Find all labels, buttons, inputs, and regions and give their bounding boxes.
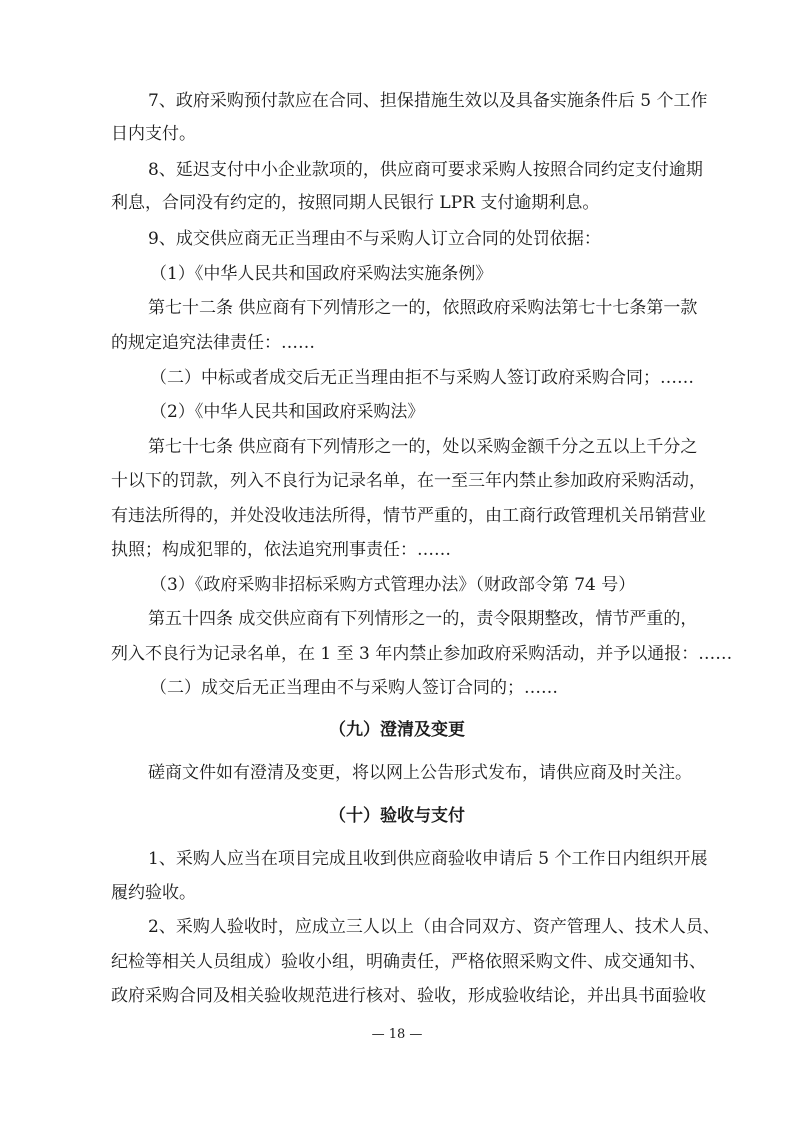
paragraph-line: 执照；构成犯罪的，依法追究刑事责任：…… <box>111 540 451 560</box>
paragraph-line: 第七十七条 供应商有下列情形之一的，处以采购金额千分之五以上千分之 <box>148 437 698 457</box>
section-heading-clarification: （九）澄清及变更 <box>329 720 465 740</box>
paragraph-line: 利息，合同没有约定的，按照同期人民银行 LPR 支付逾期利息。 <box>111 193 600 213</box>
paragraph-line: 十以下的罚款，列入不良行为记录名单，在一至三年内禁止参加政府采购活动， <box>111 471 706 491</box>
paragraph-line: （1）《中华人民共和国政府采购法实施条例》 <box>150 264 493 284</box>
paragraph-line: （3）《政府采购非招标采购方式管理办法》（财政部令第 74 号） <box>150 575 636 595</box>
paragraph-line: 日内支付。 <box>111 124 196 144</box>
paragraph-line: 9、成交供应商无正当理由不与采购人订立合同的处罚依据： <box>148 229 601 249</box>
paragraph-line: 第七十二条 供应商有下列情形之一的，依照政府采购法第七十七条第一款 <box>148 298 698 318</box>
paragraph-line: 7、政府采购预付款应在合同、担保措施生效以及具备实施条件后 5 个工作 <box>148 91 708 111</box>
paragraph-line: 1、采购人应当在项目完成且收到供应商验收申请后 5 个工作日内组织开展 <box>148 849 708 869</box>
paragraph-line: （二）中标或者成交后无正当理由拒不与采购人签订政府采购合同；…… <box>150 368 694 388</box>
paragraph-line: 磋商文件如有澄清及变更，将以网上公告形式发布，请供应商及时关注。 <box>148 763 692 783</box>
page-number: — 18 — <box>371 1027 423 1042</box>
paragraph-line: 履约验收。 <box>111 883 196 903</box>
section-heading-acceptance: （十）验收与支付 <box>329 806 465 826</box>
paragraph-line: 有违法所得的，并处没收违法所得，情节严重的，由工商行政管理机关吊销营业 <box>111 506 706 526</box>
paragraph-line: 第五十四条 成交供应商有下列情形之一的，责令限期整改，情节严重的， <box>148 609 698 629</box>
paragraph-line: 纪检等相关人员组成）验收小组，明确责任，严格依照采购文件、成交通知书、 <box>111 952 706 972</box>
paragraph-line: （2）《中华人民共和国政府采购法》 <box>150 402 425 422</box>
paragraph-line: 政府采购合同及相关验收规范进行核对、验收，形成验收结论，并出具书面验收 <box>111 986 706 1006</box>
paragraph-line: 列入不良行为记录名单，在 1 至 3 年内禁止参加政府采购活动，并予以通报：…… <box>111 644 733 664</box>
paragraph-line: 8、延迟支付中小企业款项的，供应商可要求采购人按照合同约定支付逾期 <box>148 160 703 180</box>
paragraph-line: 的规定追究法律责任：…… <box>111 333 315 353</box>
paragraph-line: 2、采购人验收时，应成立三人以上（由合同双方、资产管理人、技术人员、 <box>148 917 720 937</box>
paragraph-line: （二）成交后无正当理由不与采购人签订合同的；…… <box>150 678 558 698</box>
